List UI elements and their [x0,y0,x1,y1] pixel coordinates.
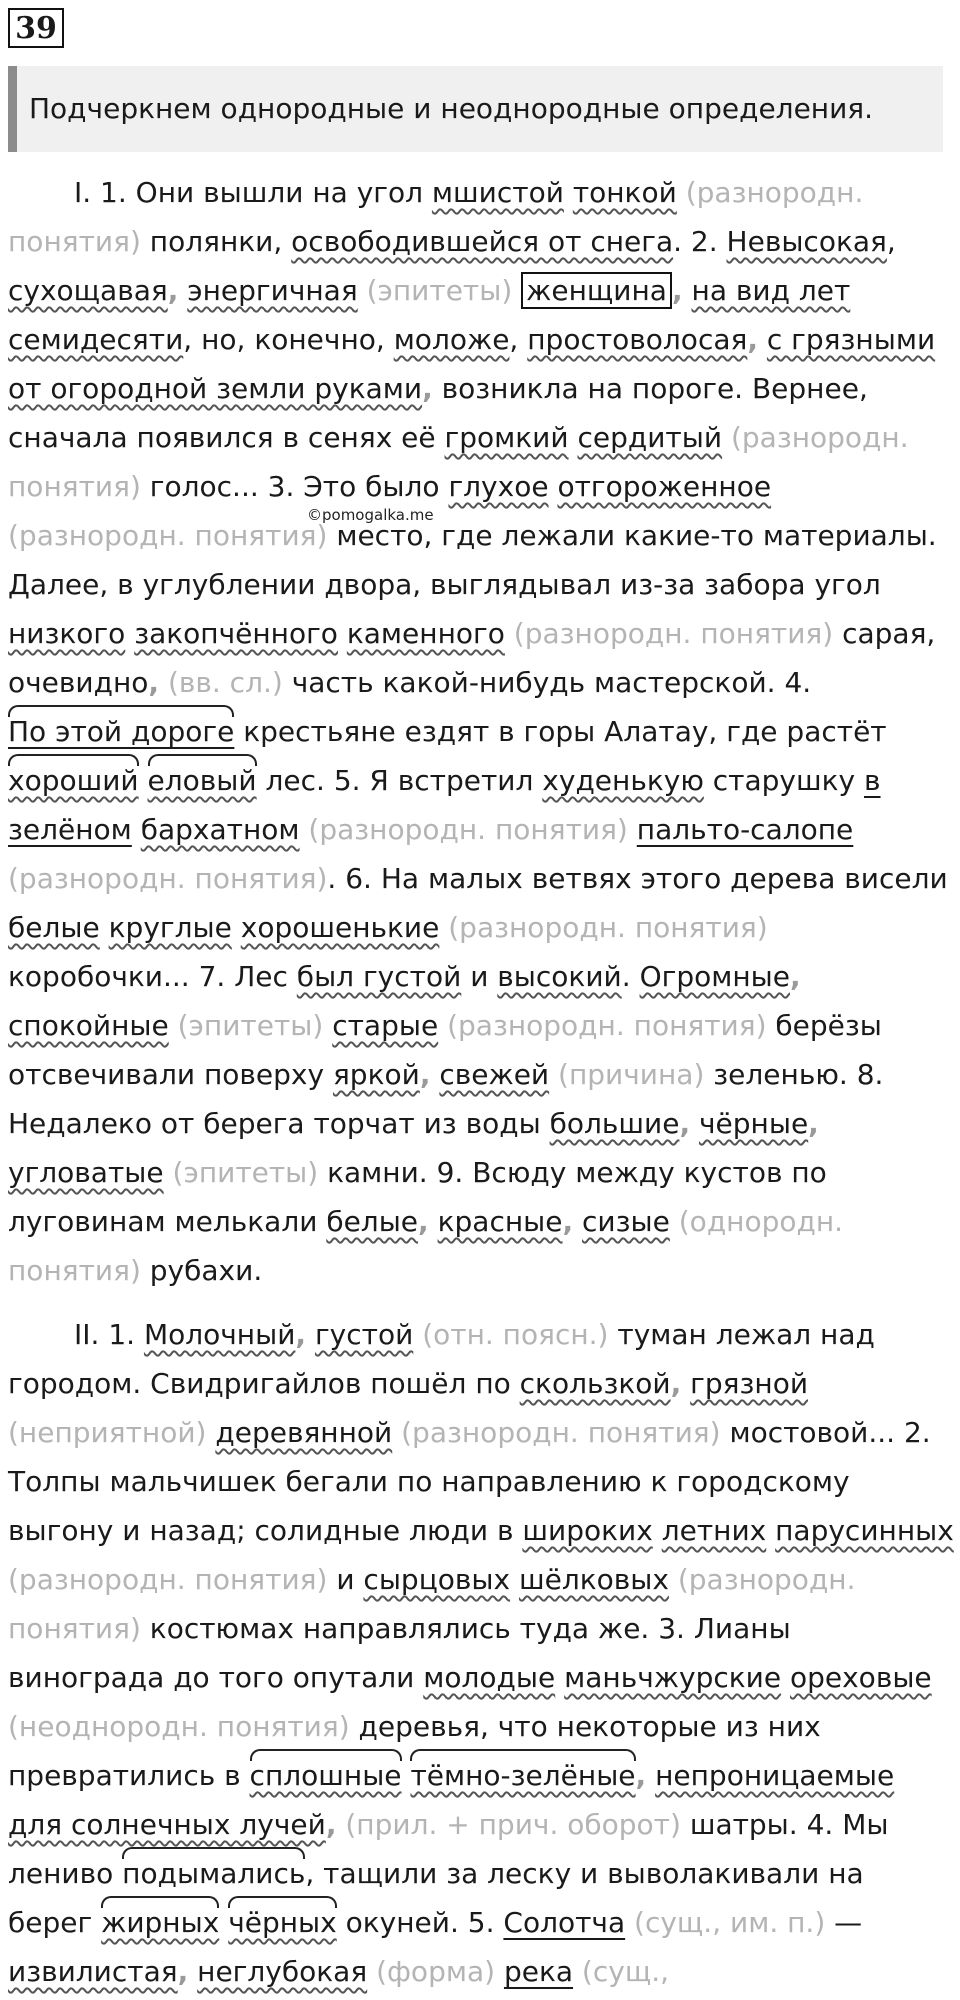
text-run: крестьяне ездят в горы Алатау, где растёт [234,715,887,748]
text-run: деревья, что некоторые из них превратились в [8,1710,821,1792]
underlined-attribute: высокий [497,960,622,993]
text-run [139,764,148,797]
underlined-attribute: летних [661,1514,767,1547]
text-run: коробочки... 7. Лес [8,960,297,993]
text-run [681,1367,690,1400]
underlined-attribute: скользкой [519,1367,671,1400]
annotation-note: (однородн. понятия) [8,1205,844,1287]
text-run [429,1205,438,1238]
underlined-attribute: энергичная [187,274,358,307]
comma-mark: , [422,372,433,405]
underlined-attribute: простоволосая [527,323,748,356]
text-run: . 6. На малых ветвях этого дерева висели [327,862,948,895]
underlined-attribute: каменного [346,617,505,650]
underlined-attribute: сырцовых [363,1563,511,1596]
underlined-attribute: белые [326,1205,419,1238]
annotation-note: (сущ., [573,1955,669,1988]
underlined-attribute: большие [549,1107,680,1140]
text-run [132,813,141,846]
underlined-attribute: освободившейся от снега [291,225,674,258]
annotation-note: (разнородн. понятия) [504,617,834,650]
comma-mark: , [167,274,179,307]
text-run [653,1514,662,1547]
underlined-attribute: белые [8,911,100,944]
underlined-attribute: спокойные [8,1009,169,1042]
underlined-attribute: мшистой [431,176,564,209]
underlined-attribute: шёлковых [518,1563,669,1596]
hint-banner: Подчеркнем однородные и неоднородные определения. [8,66,943,152]
arc-marked-word: тёмно-зелёные [410,1751,635,1800]
underlined-attribute: ореховые [789,1661,932,1694]
annotation-note: (прил. + прич. оборот) [336,1808,681,1841]
annotation-note: (разнородн. понятия) [299,813,628,846]
underlined-attribute: сердитый [577,421,723,454]
annotation-note: (эпитеты) [163,1156,319,1189]
text-run [683,274,692,307]
annotation-note: (разнородн. понятия) [438,1009,767,1042]
underlined-attribute: непроницаемые для солнечных лучей [8,1759,895,1841]
text-run: место, где лежали какие-то материалы. Далее, в углублении двора, выглядывал из-за забора угол [8,519,937,601]
text-run: и [327,1563,364,1596]
arc-marked-word: сплошные [250,1751,402,1800]
text-run: , но, конечно, [183,323,394,356]
underlined-attribute: отгороженное [557,470,772,503]
answer-part-1 [8,168,955,1295]
underlined-attribute: Невысокая [726,225,887,258]
text-run: полянки, [140,225,292,258]
annotation-note: (отн. поясн.) [413,1318,609,1351]
underlined-word: пальто-салопе [636,813,854,846]
comma-mark: , [679,1107,691,1140]
comma-mark: , [418,1205,429,1238]
text-run [766,1514,775,1547]
underlined-attribute: неглубокая [197,1955,368,1988]
boxed-noun: женщина [521,272,672,309]
underlined-attribute: широких [522,1514,653,1547]
text-run [564,176,573,209]
underlined-attribute: чёрные [698,1107,809,1140]
underlined-attribute: извилистая [8,1955,178,1988]
underlined-attribute: моложе [393,323,510,356]
underlined-attribute: низкого [8,617,126,650]
text-run [758,323,767,356]
text-run: окуней. 5. [336,1906,504,1939]
underlined-attribute: густой [314,1318,414,1351]
underlined-attribute: сизые [582,1205,670,1238]
underlined-attribute: круглые [108,911,232,944]
underlined-attribute: бархатном [140,813,300,846]
underlined-attribute: парусинных [775,1514,954,1547]
text-run: , тащили за леску и выволакивали на берег [8,1857,864,1939]
comma-mark: , [148,666,160,699]
watermark: ©pomogalka.me [307,506,434,524]
annotation-note: (сущ., им. п.) [625,1906,826,1939]
text-run [125,617,134,650]
text-run: . 2. [673,225,727,258]
text-run: камни. 9. Всюду между кустов по луговинам мелькали [8,1156,827,1238]
underlined-attribute: маньчжурские [564,1661,782,1694]
text-run: I. 1. Они вышли на угол [74,176,432,209]
text-run: зеленью. 8. Недалеко от берега торчат из воды [8,1058,884,1140]
annotation-note: (причина) [549,1058,705,1091]
text-run: часть какой-нибудь мастерской. 4. [282,666,812,699]
text-run: мостовой... 2. Толпы мальчишек бегали по направлению к городскому выгону и назад; солидные люди в [8,1416,931,1547]
underlined-attribute: Огромные [639,960,790,993]
text-run [219,1906,228,1939]
annotation-note: (разнородн. понятия) [8,1563,328,1596]
text-run [188,1955,197,1988]
text-run [402,1759,411,1792]
underlined-attribute: деревянной [215,1416,393,1449]
text-run: возникла на пороге. Вернее, сначала появился в сенях её [8,372,868,454]
text-run [100,911,109,944]
arc-marked-word: хороший [8,756,139,805]
underlined-attribute: свежей [439,1058,550,1091]
underlined-attribute: громкий [444,421,569,454]
text-run [510,1563,519,1596]
comma-mark: , [325,1808,337,1841]
text-run: костюмах направлялись туда же. 3. Лианы винограда до того опутали [8,1612,791,1694]
text-run: , [886,225,896,258]
text-run [495,1955,504,1988]
underlined-attribute: тонкой [572,176,677,209]
text-run [512,274,521,307]
underlined-word: река [503,1955,574,1988]
comma-mark: , [671,274,683,307]
text-run: шатры. 4. Мы лениво [8,1808,889,1890]
annotation-note: (неприятной) [8,1416,207,1449]
annotation-note: (разнородн. понятия) [8,1563,856,1645]
underlined-attribute: старые [332,1009,439,1042]
text-run: голос... 3. Это было [140,470,449,503]
annotation-note: (форма) [367,1955,496,1988]
arc-marked-word: жирных [101,1898,219,1947]
text-run: II. 1. [74,1318,144,1351]
annotation-note: (разнородн. понятия) [8,519,328,552]
underlined-word: Солотча [503,1906,626,1939]
text-run: лес. 5. Я встретил [256,764,543,797]
underlined-attribute: был густой [296,960,462,993]
comma-mark: , [419,1058,431,1091]
text-run: . [621,960,640,993]
text-run: туман лежал над городом. Свидригайлов пошёл по [8,1318,875,1400]
underlined-attribute: Молочный [143,1318,296,1351]
arc-marked-word: По этой дороге [8,707,234,756]
annotation-note: (разнородн. понятия) [439,911,768,944]
text-run: сарая, очевидно [8,617,936,699]
text-run [646,1759,655,1792]
text-run [573,1205,582,1238]
text-run [555,1661,564,1694]
annotation-note: (разнородн. понятия) [8,862,328,895]
arc-marked-word: чёрных [228,1898,337,1947]
comma-mark: , [747,323,758,356]
annotation-note: (неоднородн. понятия) [8,1710,350,1743]
underlined-attribute: молодые [423,1661,556,1694]
underlined-attribute: на вид лет семидесяти [8,274,851,356]
text-run [781,1661,790,1694]
text-run [628,813,637,846]
annotation-note: (разнородн. понятия) [8,176,864,258]
comma-mark: , [295,1318,307,1351]
underlined-attribute: угловатые [8,1156,164,1189]
underlined-attribute: грязной [690,1367,809,1400]
underlined-attribute: закопчённого [134,617,338,650]
text-run [323,1009,332,1042]
answer-part-2 [8,1310,955,1996]
underlined-attribute: глухое [448,470,549,503]
text-run: и [461,960,498,993]
comma-mark: , [562,1205,574,1238]
arc-marked-word: подымались [122,1849,305,1898]
annotation-note: (эпитеты) [168,1009,324,1042]
underlined-attribute: красные [437,1205,563,1238]
underlined-attribute: худенькую [542,764,704,797]
comma-mark: , [808,1107,819,1140]
text-run [306,1318,315,1351]
underlined-attribute: яркой [332,1058,420,1091]
comma-mark: , [789,960,801,993]
underlined-attribute: с грязными от огородной земли руками [8,323,936,405]
arc-marked-word: еловый [148,756,257,805]
text-run: старушку [703,764,865,797]
underlined-word: в зелёном [8,764,881,846]
comma-mark: , [177,1955,189,1988]
annotation-note: (разнородн. понятия) [392,1416,721,1449]
text-run [338,617,347,650]
text-run [178,274,187,307]
comma-mark: , [670,1367,682,1400]
annotation-note: (разнородн. понятия) [8,421,909,503]
annotation-note: (вв. сл.) [159,666,283,699]
text-run: берёзы отсвечивали поверху [8,1009,882,1091]
underlined-attribute: хорошенькие [240,911,440,944]
underlined-attribute: сухощавая [8,274,168,307]
text-run: — [825,1906,863,1939]
comma-mark: , [635,1759,647,1792]
text-run [232,911,241,944]
exercise-number: 39 [8,8,64,48]
text-run [690,1107,699,1140]
text-run: , [509,323,528,356]
text-run: рубахи. [140,1254,263,1287]
annotation-note: (эпитеты) [357,274,513,307]
